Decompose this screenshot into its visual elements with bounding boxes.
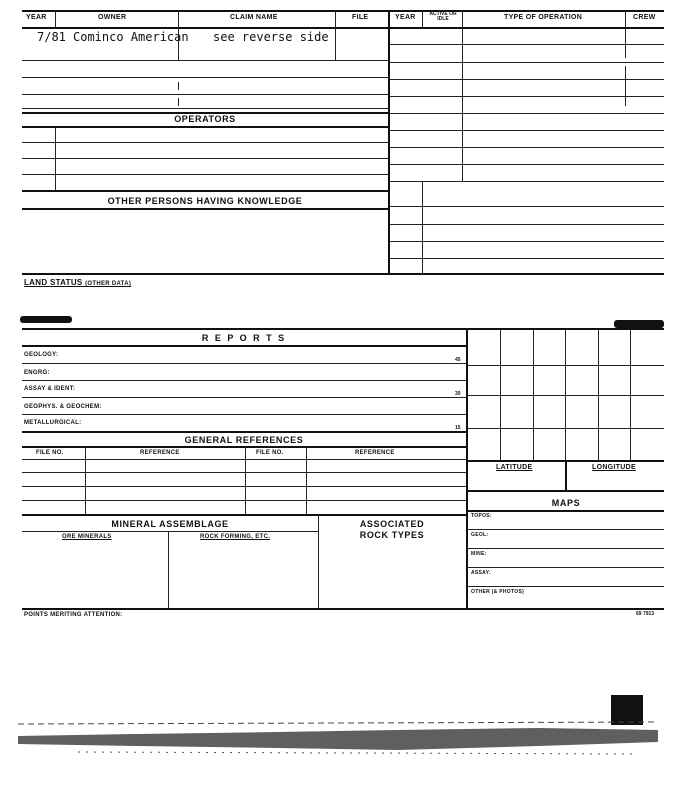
header-active-idle: ACTIVE OR IDLE (429, 11, 457, 22)
ref-header-reference-1: REFERENCE (140, 450, 180, 456)
ref-header-file-no-1: FILE NO. (36, 450, 64, 456)
scan-streak (18, 718, 660, 758)
report-geophys: GEOPHYS. & GEOCHEM: (24, 404, 102, 410)
row1-year: 7/81 (37, 30, 66, 44)
header-owner: OWNER (98, 14, 127, 21)
points-meriting-attention: POINTS MERITING ATTENTION: (24, 612, 123, 618)
general-references-title: GENERAL REFERENCES (184, 435, 304, 445)
report-engrg: ENGRG: (24, 370, 50, 376)
report-assay-num: 30 (455, 391, 461, 397)
report-metallurgical: METALLURGICAL: (24, 420, 82, 426)
header-year: YEAR (26, 14, 47, 21)
rock-forming-label: ROCK FORMING, ETC. (200, 534, 271, 540)
maps-topos: TOPOS: (471, 513, 492, 519)
other-persons-label: OTHER PERSONS HAVING KNOWLEDGE (107, 196, 303, 206)
ore-minerals-label: ORE MINERALS (62, 534, 112, 540)
header-file: FILE (352, 14, 369, 21)
header-type-of-operation: TYPE OF OPERATION (504, 14, 583, 21)
report-geology: GEOLOGY: (24, 352, 59, 358)
form-code: 69 7913 (636, 611, 655, 617)
rock-types-label: ROCK TYPES (359, 530, 425, 540)
ref-header-file-no-2: FILE NO. (256, 450, 284, 456)
header-claim-name: CLAIM NAME (230, 14, 278, 21)
row1-owner: Cominco American (73, 30, 189, 44)
maps-geol: GEOL: (471, 532, 489, 538)
associated-label: ASSOCIATED (359, 519, 425, 529)
fold-mark-right (614, 320, 664, 328)
report-assay: ASSAY & IDENT: (24, 386, 76, 392)
report-metallurgical-num: 15 (455, 425, 461, 431)
reports-title: R E P O R T S (201, 333, 287, 343)
report-geology-num: 45 (455, 357, 461, 363)
latitude-label: LATITUDE (496, 464, 533, 471)
row1-claim-name: see reverse side (213, 30, 329, 44)
maps-other: OTHER (& PHOTOS) (471, 589, 525, 595)
longitude-label: LONGITUDE (592, 464, 636, 471)
maps-mine: MINE: (471, 551, 487, 557)
mineral-assemblage-title: MINERAL ASSEMBLAGE (111, 519, 229, 529)
maps-title: MAPS (551, 498, 581, 508)
fold-mark-left (20, 316, 72, 323)
operators-label: OPERATORS (174, 114, 236, 124)
header-crew: CREW (633, 14, 656, 21)
maps-assay: ASSAY: (471, 570, 491, 576)
ref-header-reference-2: REFERENCE (355, 450, 395, 456)
land-status-label: LAND STATUS (OTHER DATA) (24, 278, 132, 287)
header-year-right: YEAR (395, 14, 416, 21)
